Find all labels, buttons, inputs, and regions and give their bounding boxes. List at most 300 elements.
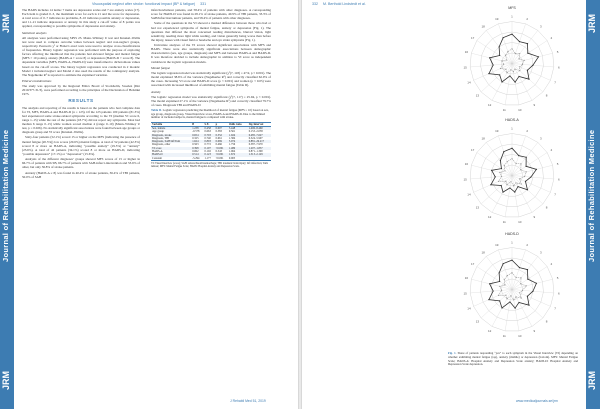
strip-jrm-top: JRM xyxy=(1,13,11,33)
radar-axis-label: 19 xyxy=(495,17,499,22)
radar-point xyxy=(513,299,514,300)
table-header-cell: Sig./interval xyxy=(248,122,264,126)
table-cell: <0.001 xyxy=(215,153,224,157)
paragraph: Analysis of the different diagnoses’ groups showed MFS scores of 15 or higher in 66.7% of patients with SB, 66.7% of patients with SAH-infarct-intervention and 53.6% of other, but only 36.8% of stroke patients. xyxy=(22,157,140,170)
paragraph: The logistic regression model was statistically significant (χ²(7, 117) = 25.94, p < 0.001). The model explained 27.1% of the variance (Nagelkerke R²) and correctly classified 79.7% of cases. Diagnosis TBI and HADS-D xyxy=(151,94,271,107)
radar-point xyxy=(503,151,504,152)
table-cell: 0.663 xyxy=(204,130,211,134)
radar-point xyxy=(515,53,516,54)
hads-description xyxy=(22,8,140,28)
radar-axis-label: 9 xyxy=(533,328,536,333)
table-cell: VI score xyxy=(152,146,162,150)
table-cell: 0.153–2.058 xyxy=(248,130,263,134)
radar-point xyxy=(511,48,512,49)
radar-point xyxy=(504,284,505,285)
radar-point xyxy=(524,60,525,61)
radar-point xyxy=(509,187,510,188)
radar-point xyxy=(515,296,516,297)
radar-axis-label: 6 xyxy=(558,65,560,70)
radar-point xyxy=(515,277,516,278)
radar-point xyxy=(503,37,504,38)
regression-table xyxy=(151,122,271,161)
radar-axis-label: 12 xyxy=(487,214,492,219)
paragraph: Some of the questions in the VI showed a marked difference between those who had or had not experienced symptoms of mental fatigue, anxiety or depression (Fig. 1). The questions that differed the most concerned reading disturbances, blurred vision, light sensitivity, needing more light while reading, and vision generally being worse than before the injury, issues with visual field or headache and eye strain symptoms (Fig. 1). xyxy=(151,21,271,42)
right-running-head xyxy=(312,2,366,6)
table-cell: HADS-A xyxy=(152,150,163,154)
right-page-number: 332 xyxy=(312,2,318,6)
radar-point xyxy=(504,165,505,166)
table-cell: 3.448 xyxy=(228,126,236,130)
radar-chart-mfs xyxy=(448,6,576,116)
radar-point xyxy=(527,296,528,297)
radar-point xyxy=(520,163,521,164)
radar-point xyxy=(511,34,512,35)
radar-axis-label: 17 xyxy=(470,35,475,40)
radar-axis-label: 11 xyxy=(502,219,506,224)
radar-point xyxy=(509,301,510,302)
radar-axis-label: 10 xyxy=(518,107,522,112)
radar-point xyxy=(493,290,494,291)
radar-point xyxy=(538,56,539,57)
radar-axis-label: 2 xyxy=(526,243,529,248)
radar-point xyxy=(500,160,501,161)
radar-point xyxy=(519,178,520,179)
radar-point xyxy=(526,157,527,158)
radar-axis-label: 10 xyxy=(518,219,522,224)
radar-point xyxy=(507,51,508,52)
radar-point xyxy=(521,297,522,298)
radar-axis-label: 5 xyxy=(556,161,559,166)
radar-axis-label: 1 xyxy=(511,126,513,131)
radar-point xyxy=(501,185,502,186)
radar-point xyxy=(501,307,502,308)
right-footer: www.medicaljournals.se/jrm xyxy=(516,399,558,403)
table-cell: 0.543 xyxy=(215,150,222,154)
table-cell: 5.074 xyxy=(228,140,236,144)
radar-point xyxy=(513,71,514,72)
strip-journal-name-right: Journal of Rehabilitation Medicine xyxy=(587,129,596,263)
statistical-text xyxy=(22,36,140,77)
table-cell: 0.102 xyxy=(204,150,211,154)
radar-point xyxy=(504,279,505,280)
table-cell: 0.893 xyxy=(204,140,211,144)
radar-axis-label: 13 xyxy=(475,319,480,324)
radar-axis-label: 11 xyxy=(502,333,506,338)
table-cell: 1.177 xyxy=(204,156,211,160)
radar-point xyxy=(513,185,514,186)
radar-point xyxy=(488,299,489,300)
table-cell: 1.624 xyxy=(192,140,199,144)
radar-point xyxy=(520,277,521,278)
radar-point xyxy=(518,76,519,77)
table-cell: -0.578 xyxy=(192,130,200,134)
results-continued-text xyxy=(151,8,271,64)
results-heading: RESULTS xyxy=(68,98,94,104)
table-header-cell: Odds ratio xyxy=(228,122,242,126)
radar-point xyxy=(524,176,525,177)
radar-chart-hads-a xyxy=(448,118,576,228)
radar-point xyxy=(499,272,500,273)
radar-point xyxy=(530,176,531,177)
strip-jrm-top-right: JRM xyxy=(587,13,597,33)
radar-point xyxy=(503,64,504,65)
radar-point xyxy=(505,181,506,182)
radar-axis-label: 15 xyxy=(463,177,467,182)
radar-axis-label: 7 xyxy=(554,306,556,311)
radar-axis-label: 6 xyxy=(558,291,560,296)
radar-point xyxy=(518,302,519,303)
radar-point xyxy=(505,55,506,56)
radar-axis-label: 18 xyxy=(481,24,485,29)
radar-point xyxy=(525,181,526,182)
radar-point xyxy=(498,181,499,182)
radar-point xyxy=(488,73,489,74)
radar-spoke xyxy=(512,41,547,64)
radar-spoke xyxy=(512,250,526,290)
radar-point xyxy=(499,55,500,56)
table-cell: Diagnosis, stroke xyxy=(152,133,172,137)
radar-axis-label: 19 xyxy=(495,129,499,134)
radar-point xyxy=(501,168,502,169)
radar-point xyxy=(525,166,526,167)
left-column-2 xyxy=(151,8,271,168)
figure-caption-label: Fig. 1. xyxy=(448,351,457,355)
table-cell: 0.563 xyxy=(192,143,199,147)
radar-point xyxy=(517,186,518,187)
table-cell: 0.062 xyxy=(192,150,199,154)
table-cell: 0.661 xyxy=(215,136,222,140)
radar-point xyxy=(505,69,506,70)
radar-axis-label: 3 xyxy=(540,24,542,29)
radar-axis-label: 12 xyxy=(487,328,492,333)
radar-spoke xyxy=(512,267,547,290)
table-cell: Diagnosis, TBI xyxy=(152,136,170,140)
table-header-cell: Variable xyxy=(152,122,163,126)
table-cell xyxy=(248,157,271,161)
figure-caption xyxy=(448,352,578,367)
radar-point xyxy=(527,189,528,190)
paragraph: The analysis and reporting of the results is based on the patients who had complete data for VI, MFS, HADS-A and HADS-D (n = 123). Of the 123 patients 100 patients (81.3%) had experienced some stroke-related symptoms according to the VI (median VI score 6, range 1–15) while the rest of the patients (18.7%) did not report any symptoms. Most had median 6 range 0–15) while women scored median 4 (range 0–10) (Mann–Whitney U test, p = 0.026). No statistically significant associations were found between age groups or diagnosis group and VI score (Kruskal–Wallis). xyxy=(22,105,140,135)
radar-title-hads-a: HADS-A xyxy=(505,118,519,122)
radar-point xyxy=(498,295,499,296)
table-cell: Diagnosis, other xyxy=(152,143,171,147)
ethical-text xyxy=(22,84,140,96)
radar-point xyxy=(514,191,515,192)
mental-fatigue-heading: Mental fatigue xyxy=(151,66,171,71)
table-cell: 0.123 xyxy=(204,153,211,157)
left-side-strip xyxy=(0,0,14,409)
radar-point xyxy=(511,158,512,159)
radar-axis-label: 18 xyxy=(481,136,485,141)
radar-point xyxy=(511,148,512,149)
table-cell: -5.294 xyxy=(192,156,200,160)
radar-point xyxy=(536,283,537,284)
radar-point xyxy=(519,66,520,67)
table-header-cell: B xyxy=(192,122,195,126)
radar-point xyxy=(493,64,494,65)
radar-axis-label: 4 xyxy=(550,261,553,266)
radar-point xyxy=(511,272,512,273)
table-cell: 1.313–2.129 xyxy=(248,153,263,157)
radar-point xyxy=(506,298,507,299)
radar-point xyxy=(527,269,528,270)
table-cell: <0.001 xyxy=(215,146,224,150)
radar-axis-label: 14 xyxy=(467,80,471,85)
radar-axis-label: 8 xyxy=(545,93,548,98)
table-row xyxy=(151,157,271,161)
table-cell: Diagnosis, SAH/inf/Tum xyxy=(152,140,181,144)
radar-point xyxy=(515,308,516,309)
radar-point xyxy=(495,176,496,177)
radar-point xyxy=(526,285,527,286)
radar-axis-label: 17 xyxy=(470,147,475,152)
radar-point xyxy=(527,70,528,71)
radar-point xyxy=(515,163,516,164)
table-header-cell: S.E. xyxy=(204,122,210,126)
table-cell: HADS-D xyxy=(152,153,163,157)
table-cell: 1.489 xyxy=(228,146,236,150)
radar-axis-label: 16 xyxy=(464,275,469,280)
table-cell: 0.561 xyxy=(228,130,236,134)
radar-axis-label: 7 xyxy=(554,80,556,85)
table-caption xyxy=(151,109,271,120)
table-cell: 1.756 xyxy=(228,143,236,147)
table-cell: 0.107 xyxy=(204,146,211,150)
radar-point xyxy=(499,74,500,75)
radar-point xyxy=(499,286,500,287)
anxiety-text xyxy=(151,95,271,107)
radar-point xyxy=(522,290,523,291)
table-cell: 0.466 xyxy=(215,143,222,147)
table-cell: 0.069 xyxy=(215,140,222,144)
radar-spoke xyxy=(512,279,553,289)
radar-point xyxy=(510,69,511,70)
radar-point xyxy=(509,75,510,76)
radar-point xyxy=(518,155,519,156)
table-cell: 0.398 xyxy=(192,146,199,150)
radar-point xyxy=(522,64,523,65)
radar-axis-label: 12 xyxy=(487,102,492,107)
radar-axis-label: 19 xyxy=(495,243,499,248)
radar-point xyxy=(490,184,491,185)
anxiety-heading: Anxiety xyxy=(151,89,161,94)
radar-point xyxy=(489,283,490,284)
radar-point xyxy=(510,295,511,296)
radar-axis-label: 13 xyxy=(475,205,480,210)
table-cell: 0.383 xyxy=(215,130,222,134)
radar-point xyxy=(503,263,504,264)
table-cell: 0.005 xyxy=(228,156,236,160)
radar-point xyxy=(501,290,502,291)
paragraph: Univariate analyses of the VI scores showed significant associations with MFS and HADS. There were also statistically significant associations between demographic characteristics (sex, age groups, diagnosis) and MFS and between HADS-A and HADS-D. It was therefore decided to include demographic in addition to VI score as independent variables in the logistic regression models. xyxy=(151,43,271,64)
right-running-title: M. Berthold Lindstedt et al. xyxy=(323,2,366,6)
radar-point xyxy=(532,291,533,292)
table-cell: Constant xyxy=(152,156,162,160)
table-cell: Sex, female xyxy=(152,126,166,130)
radar-point xyxy=(506,72,507,73)
radar-point xyxy=(519,53,520,54)
table-cell: 0.881–29.217 xyxy=(248,140,265,144)
mental-fatigue-text xyxy=(151,71,271,87)
paragraph: Sixty-four patients (52.1%) scored 15 or higher on the MFS (indicating the presence of mental fatigue (20.5%)) low scores (20.6%) mental fatigue. A total of 52 patients (42.3%) scored 8 or more on HADS-A, indicating “possible anxiety” (19.5%) or “anxiety” (23.6%). A total of 42 patients (34.1%) scored 8 or more on HADS-D, indicating “possible depression” (17.1%) or “depression” (15.6%). xyxy=(22,135,140,156)
paragraph: infarction/tumour patients, and 58.4% of patients with other diagnoses. A corresponding score for HADS-D was found in 28.1% of stroke patients, 40.9% of TBI patients, 33.3% of SAH/infarction/tumour patients, and 58.4% of patients with other diagnoses. xyxy=(151,8,271,21)
table-cell: 1.384 xyxy=(228,136,236,140)
left-page-number: 331 xyxy=(200,2,207,6)
radar-svg-hads-a xyxy=(452,123,572,228)
radar-svg-mfs xyxy=(452,11,572,116)
radar-point xyxy=(526,171,527,172)
radar-spoke xyxy=(512,165,553,175)
table-cell: 0.007 xyxy=(215,126,222,130)
left-page xyxy=(0,0,298,409)
paragraph: Anxiety (HADS-A ≥ 8) was found in 40.4% of stroke patients, 36.4% of TBI patients, 50.0% of SAH xyxy=(22,170,140,179)
radar-point xyxy=(518,58,519,59)
radar-axis-label: 16 xyxy=(464,161,469,166)
radar-point xyxy=(528,305,529,306)
radar-point xyxy=(501,176,502,177)
table-cell: 1.672 xyxy=(228,153,236,157)
strip-jrm-bottom: JRM xyxy=(1,370,11,390)
radar-axis-label: 18 xyxy=(481,250,485,255)
radar-point xyxy=(519,41,520,42)
radar-axis-label: 7 xyxy=(554,192,556,197)
radar-spoke xyxy=(477,267,512,290)
table-body xyxy=(151,126,271,160)
radar-spoke xyxy=(512,290,543,318)
radar-chart-hads-d xyxy=(448,232,576,342)
radar-point xyxy=(521,183,522,184)
table-note: VI: Visual Interview (score); SAH: subarachnoid haemorrhage; TBI: traumatic brain injury; Inf: infarction; Tum: tumour; MFS: Mental Fatigue Scale; HADS: Hospital Anxiety and Depression Scale. xyxy=(151,161,269,169)
radar-point xyxy=(519,70,520,71)
radar-point xyxy=(514,68,515,69)
radar-point xyxy=(520,169,521,170)
table-header-cell: p xyxy=(215,122,218,126)
table-cell: 0.514 xyxy=(192,153,199,157)
radar-spoke xyxy=(498,136,512,176)
radar-axis-label: 15 xyxy=(463,291,467,296)
radar-axis-label: 8 xyxy=(545,319,548,324)
radar-point xyxy=(527,43,528,44)
statistical-heading: Statistical analysis xyxy=(22,30,47,35)
paragraph: The study was approved by the Regional Ethics Board of Stockholm, Sweden (Dnr 2010/377-31/3), were performed according to the principles of the Declaration of Helsinki 1975. xyxy=(22,84,140,97)
radar-point xyxy=(536,169,537,170)
radar-axis-label: 9 xyxy=(533,102,536,107)
table-caption-text: Logistic regression predicting the likelihood of mental fatigue (MFS ≥ 10) based on sex, age group, diagnosis group, Visual Interview score, HADS-A and HADS-D. Due to the limited number of included subjects, mental fatigue is compared with stroke. xyxy=(151,108,269,120)
ethical-heading: Ethical considerations xyxy=(22,79,52,84)
table-cell: 1.238 xyxy=(192,126,199,130)
radar-point xyxy=(528,79,529,80)
radar-axis-label: 16 xyxy=(464,49,469,54)
radar-point xyxy=(506,184,507,185)
radar-axis-label: 17 xyxy=(470,261,475,266)
radar-axis-label: 13 xyxy=(475,93,480,98)
radar-svg-hads-d xyxy=(452,237,572,342)
radar-point xyxy=(532,65,533,66)
radar-title-mfs: MFS xyxy=(508,6,516,10)
radar-point xyxy=(491,170,492,171)
radar-axis-label: 5 xyxy=(556,275,559,280)
radar-axis-label: 6 xyxy=(558,177,560,182)
table-cell: 0.703 xyxy=(204,133,211,137)
table-cell: Age group xyxy=(152,130,164,134)
table-cell: 1.207–1.837 xyxy=(248,146,263,150)
radar-point xyxy=(501,60,502,61)
figure-caption-text: Share of patients responding “yes” to each symptom in the Visual Interview (VI) depending on whether exhibiting mental fatigue (top), anxiety (middle) or depression (bottom). MFS: Mental Fatigue Scale; HADS-A: Hospital Anxiety and Depression Scale anxiety; HADS-D: Hospital Anxiety and Depression Scale depression. xyxy=(448,351,579,367)
table-cell: 0.871–1.300 xyxy=(248,150,263,154)
left-running-head xyxy=(92,2,206,6)
paragraph: The logistic regression model was statistically significant (χ²(7, 118) = 47.9, p < 0.001). The model explained 38.6% of the variance (Nagelkerke R²) and correctly classified 62.9% of the cases. Increasing VI score and HADS-D score (p < 0.001) and women (p < 0.05) were associated with increased likelihood of exhibiting mental fatigue (Table II). xyxy=(151,70,271,88)
radar-point xyxy=(502,192,503,193)
radar-axis-label: 10 xyxy=(518,333,522,338)
left-column-1 xyxy=(22,8,140,180)
radar-axis-label: 15 xyxy=(463,65,467,70)
right-side-strip xyxy=(586,0,600,409)
left-footer: J Rehabil Med 51, 2019 xyxy=(230,399,266,403)
left-running-title: Visuospatial neglect after stroke: functional impact (BP & fatigue) xyxy=(92,2,196,6)
radar-axis-label: 11 xyxy=(502,107,506,112)
radar-title-hads-d: HADS-D xyxy=(505,232,519,236)
radar-point xyxy=(527,53,528,54)
radar-point xyxy=(500,68,501,69)
radar-point xyxy=(506,59,507,60)
radar-point xyxy=(501,81,502,82)
radar-point xyxy=(515,82,516,83)
radar-axis-label: 1 xyxy=(511,240,513,245)
right-page xyxy=(302,0,600,409)
table-cell: 1.064 xyxy=(228,150,236,154)
paragraph: All analyses were performed using SPSS 23. Mann–Whitney U test and Kruskal–Wallis test were used to compare outcome values between neglect and non-neglect groups, respectively. Pearson's χ² or Fisher's exact tests were used to analyse cross-classifications of frequencies. Binary logistic regression was performed with the purpose of exploring factors affecting the likelihood that the patients had elevated fatigue and mental fatigue (MFS > 10 points), anxiety (HADS-A > score 8) or depression (HADS-D > score 8). The dependent variables (MFS, HADS-A, HADS-D) were transformed to dichotomous values based on the cut-off scores. The binary logistic regression was conducted in 2 models: Model 1 included neglect and Model 2 also used the results of the contingency analysis. The Nagelkerke R² is reported to estimate the explained variation. xyxy=(22,35,140,77)
radar-spoke xyxy=(512,24,526,64)
radar-axis-label: 4 xyxy=(550,147,553,152)
radar-point xyxy=(505,295,506,296)
table-cell: 0.324–5.907 xyxy=(248,136,263,140)
radar-point xyxy=(499,46,500,47)
table-cell: 0.325 xyxy=(192,136,199,140)
radar-point xyxy=(504,170,505,171)
radar-point xyxy=(527,279,528,280)
table-cell: 1.924 xyxy=(228,133,236,137)
table-cell: <0.001 xyxy=(215,156,224,160)
table-cell: 0.654 xyxy=(192,133,199,137)
strip-jrm-bottom-right: JRM xyxy=(587,370,597,390)
table-cell: 0.352 xyxy=(215,133,222,137)
radar-point xyxy=(507,275,508,276)
table-cell: 0.485–7.627 xyxy=(248,133,263,137)
radar-axis-label: 3 xyxy=(540,250,542,255)
radar-point xyxy=(510,181,511,182)
radar-axis-label: 2 xyxy=(526,17,529,22)
radar-axis-label: 1 xyxy=(511,14,513,19)
radar-point xyxy=(489,57,490,58)
radar-spoke xyxy=(512,153,547,176)
radar-axis-label: 2 xyxy=(526,129,529,134)
radar-point xyxy=(499,172,500,173)
radar-axis-label: 4 xyxy=(550,35,553,40)
table-cell: 0.387–7.970 xyxy=(248,143,263,147)
table-cell: 0.740 xyxy=(204,136,211,140)
table-cell: 0.772 xyxy=(204,143,211,147)
radar-point xyxy=(499,300,500,301)
radar-axis-label: 5 xyxy=(556,49,559,54)
radar-point xyxy=(520,283,521,284)
radar-point xyxy=(499,281,500,282)
radar-point xyxy=(511,260,512,261)
radar-axis-label: 8 xyxy=(545,205,548,210)
radar-point xyxy=(507,161,508,162)
results-text xyxy=(22,106,140,179)
radar-point xyxy=(519,292,520,293)
radar-point xyxy=(519,267,520,268)
